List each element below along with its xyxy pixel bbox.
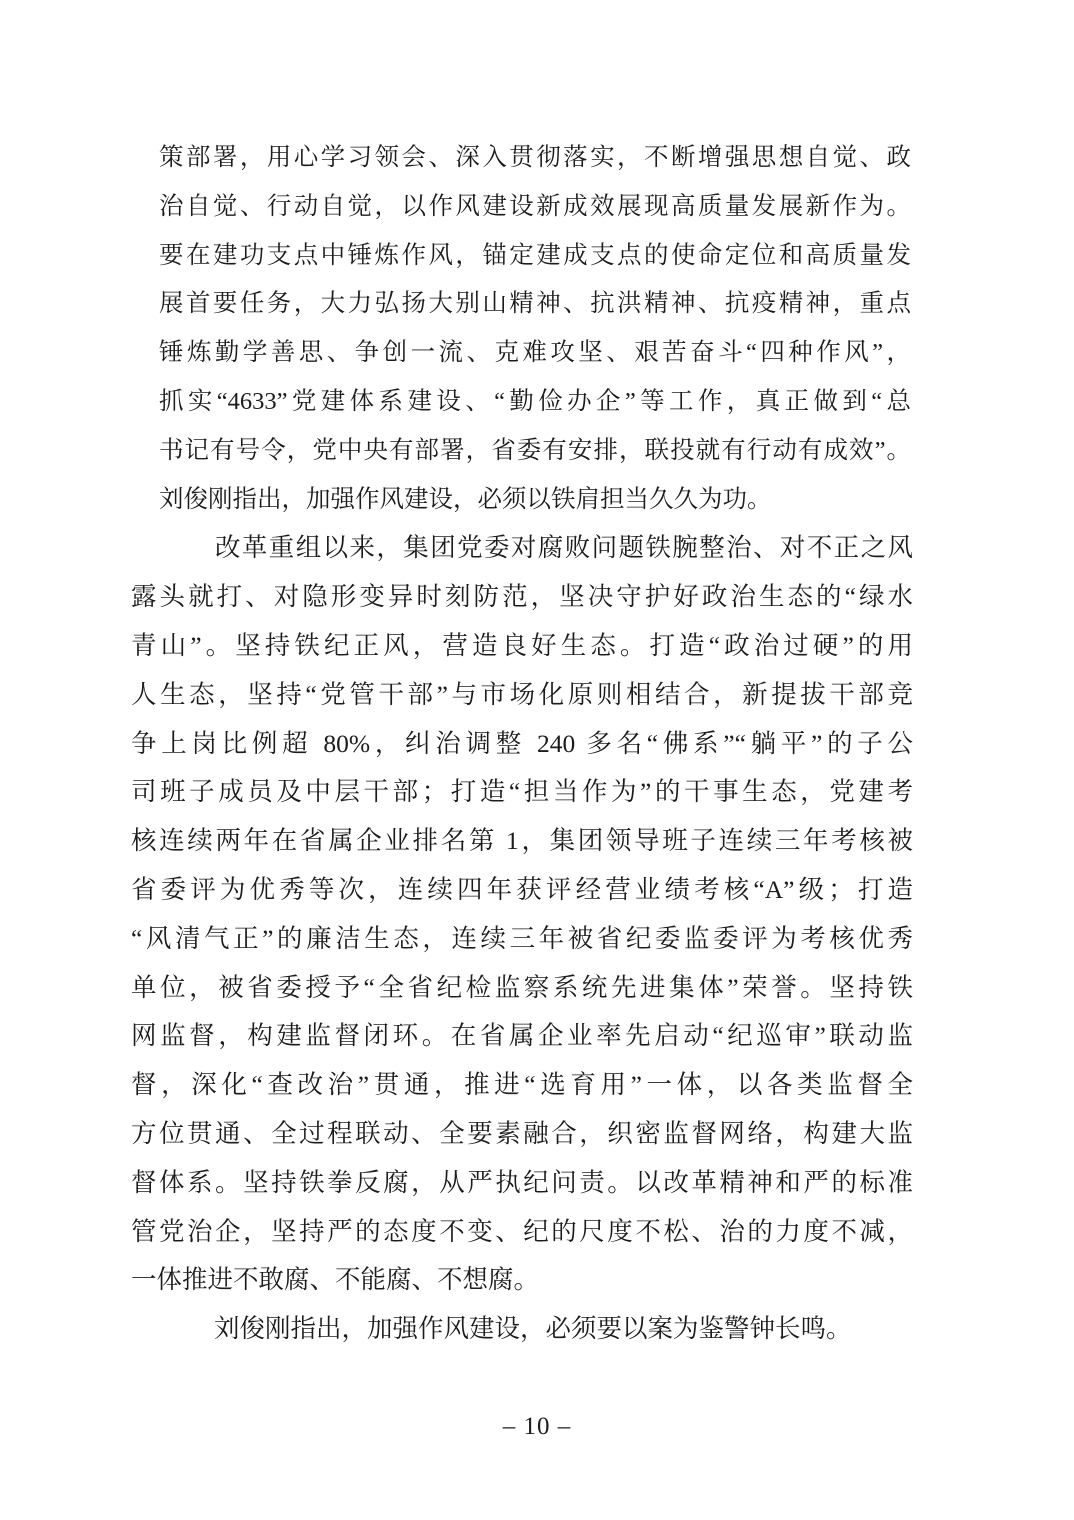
page-number: – 10 – (502, 1413, 572, 1440)
text-line: 督，深化“查改治”贯通，推进“选育用”一体，以各类监督全 (131, 1070, 913, 1100)
text-line: 省委评为优秀等次，连续四年获评经营业绩考核“A”级；打造 (131, 874, 913, 904)
document-body (0, 134, 1074, 1354)
text-line: 展首要任务，大力弘扬大别山精神、抗洪精神、抗疫精神，重点 (159, 290, 911, 318)
text-line: 治自觉、行动自觉，以作风建设新成效展现高质量发展新作为。 (159, 192, 911, 220)
text-line: “风清气正”的廉洁生态，连续三年被省纪委监委评为考核优秀 (131, 923, 913, 953)
paragraph-first-line: 刘俊刚指出，加强作风建设，必须要以案为鉴警钟长鸣。 (214, 1314, 852, 1344)
text-line: 管党治企，坚持严的态度不变、纪的尺度不松、治的力度不减， (131, 1216, 913, 1246)
text-line: 书记有号令，党中央有部署，省委有安排，联投就有行动有成效”。 (159, 436, 911, 464)
paragraph-first-line: 改革重组以来，集团党委对腐败问题铁腕整治、对不正之风 (215, 533, 913, 563)
text-line: 单位，被省委授予“全省纪检监察系统先进集体”荣誉。坚持铁 (131, 972, 913, 1002)
text-line: 锤炼勤学善思、争创一流、克难攻坚、艰苦奋斗“四种作风”， (159, 339, 911, 367)
text-line: 核连续两年在省属企业排名第 1，集团领导班子连续三年考核被 (131, 826, 913, 856)
text-line: 争上岗比例超 80%，纠治调整 240 多名“佛系”“躺平”的子公 (131, 728, 913, 758)
text-line: 青山”。坚持铁纪正风，营造良好生态。打造“政治过硬”的用 (131, 630, 913, 660)
text-line: 要在建功支点中锤炼作风，锚定建成支点的使命定位和高质量发 (159, 241, 911, 269)
text-line: 方位贯通、全过程联动、全要素融合，织密监督网络，构建大监 (131, 1118, 913, 1148)
text-line: 刘俊刚指出，加强作风建设，必须以铁肩担当久久为功。 (159, 485, 772, 513)
text-line: 抓实“4633”党建体系建设、“勤俭办企”等工作，真正做到“总 (159, 387, 911, 415)
text-line: 策部署，用心学习领会、深入贯彻落实，不断增强思想自觉、政 (159, 144, 911, 171)
text-line: 一体推进不敢腐、不能腐、不想腐。 (131, 1265, 540, 1295)
text-line: 网监督，构建监督闭环。在省属企业率先启动“纪巡审”联动监 (131, 1021, 913, 1051)
text-line: 督体系。坚持铁拳反腐，从严执纪问责。以改革精神和严的标准 (131, 1167, 913, 1197)
text-line: 司班子成员及中层干部；打造“担当作为”的干事生态，党建考 (131, 777, 913, 807)
text-line: 人生态，坚持“党管干部”与市场化原则相结合，新提拔干部竞 (131, 679, 913, 709)
text-line: 露头就打、对隐形变异时刻防范，坚决守护好政治生态的“绿水 (131, 582, 913, 612)
